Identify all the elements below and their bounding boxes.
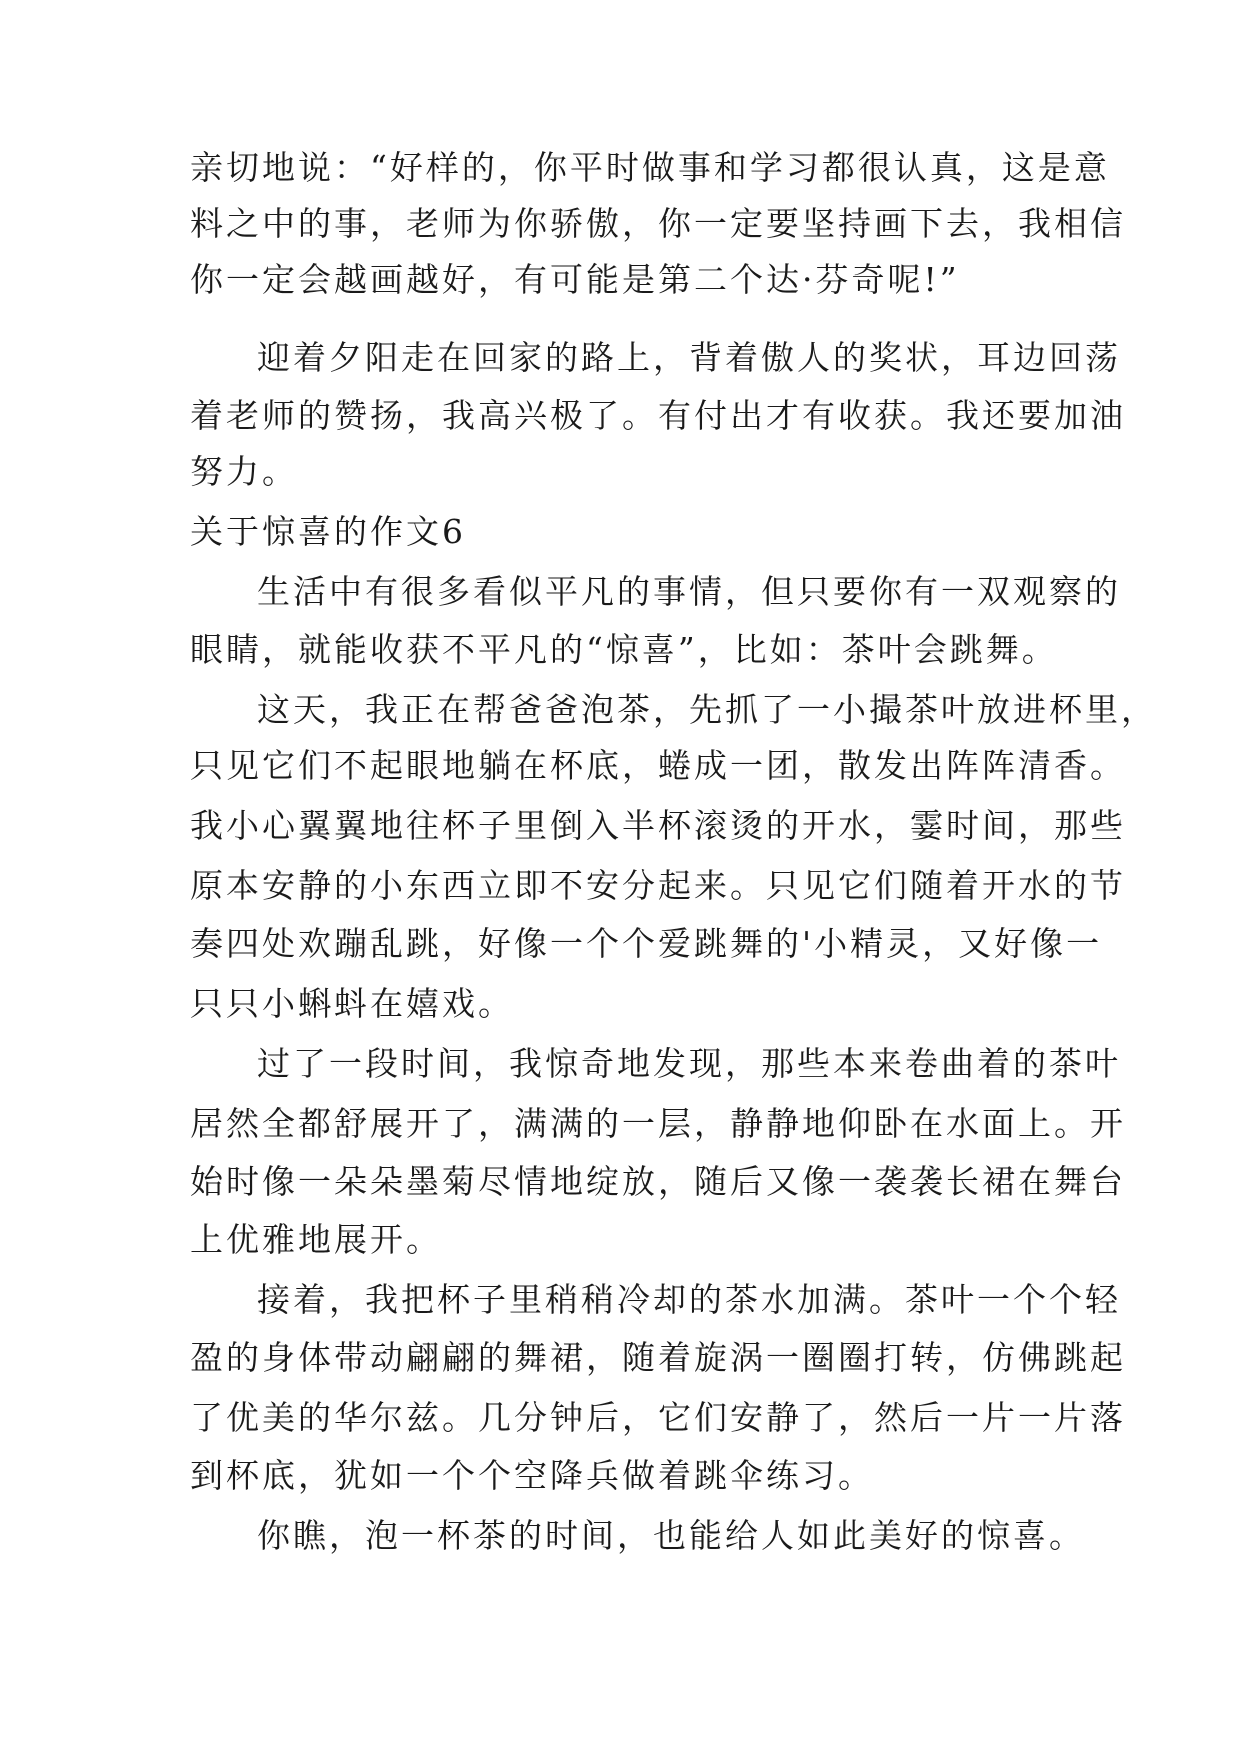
paragraph-line: 原本安静的小东西立即不安分起来。只见它们随着开水的节 [190, 866, 1126, 905]
paragraph-line: 生活中有很多看似平凡的事情，但只要你有一双观察的 [257, 572, 1121, 611]
paragraph-line: 你一定会越画越好，有可能是第二个达·芬奇呢!” [190, 260, 960, 299]
paragraph-line: 居然全都舒展开了，满满的一层，静静地仰卧在水面上。开 [190, 1104, 1126, 1143]
paragraph-line: 盈的身体带动翩翩的舞裙，随着旋涡一圈圈打转，仿佛跳起 [190, 1338, 1126, 1377]
section-heading: 关于惊喜的作文6 [190, 512, 466, 551]
paragraph-line: 上优雅地展开。 [190, 1220, 442, 1259]
paragraph-line: 迎着夕阳走在回家的路上，背着傲人的奖状，耳边回荡 [257, 338, 1121, 377]
paragraph-line: 我小心翼翼地往杯子里倒入半杯滚烫的开水，霎时间，那些 [190, 806, 1126, 845]
paragraph-line: 只见它们不起眼地躺在杯底，蜷成一团，散发出阵阵清香。 [190, 746, 1126, 785]
paragraph-line: 过了一段时间，我惊奇地发现，那些本来卷曲着的茶叶 [257, 1044, 1121, 1083]
paragraph-line: 着老师的赞扬，我高兴极了。有付出才有收获。我还要加油 [190, 396, 1126, 435]
paragraph-line: 料之中的事，老师为你骄傲，你一定要坚持画下去，我相信 [190, 204, 1126, 243]
paragraph-line: 接着，我把杯子里稍稍冷却的茶水加满。茶叶一个个轻 [257, 1280, 1121, 1319]
paragraph-line: 眼睛，就能收获不平凡的“惊喜”，比如：茶叶会跳舞。 [190, 630, 1058, 669]
paragraph-line: 到杯底，犹如一个个空降兵做着跳伞练习。 [190, 1456, 874, 1495]
paragraph-line: 始时像一朵朵墨菊尽情地绽放，随后又像一袭袭长裙在舞台 [190, 1162, 1126, 1201]
paragraph-line: 奏四处欢蹦乱跳，好像一个个爱跳舞的'小精灵，又好像一 [190, 924, 1103, 963]
paragraph-line: 亲切地说：“好样的，你平时做事和学习都很认真，这是意 [190, 148, 1110, 187]
paragraph-line: 这天，我正在帮爸爸泡茶，先抓了一小撮茶叶放进杯里， [257, 690, 1157, 729]
paragraph-line: 你瞧，泡一杯茶的时间，也能给人如此美好的惊喜。 [257, 1516, 1085, 1555]
paragraph-line: 努力。 [190, 452, 298, 491]
paragraph-line: 了优美的华尔兹。几分钟后，它们安静了，然后一片一片落 [190, 1398, 1126, 1437]
paragraph-line: 只只小蝌蚪在嬉戏。 [190, 984, 514, 1023]
